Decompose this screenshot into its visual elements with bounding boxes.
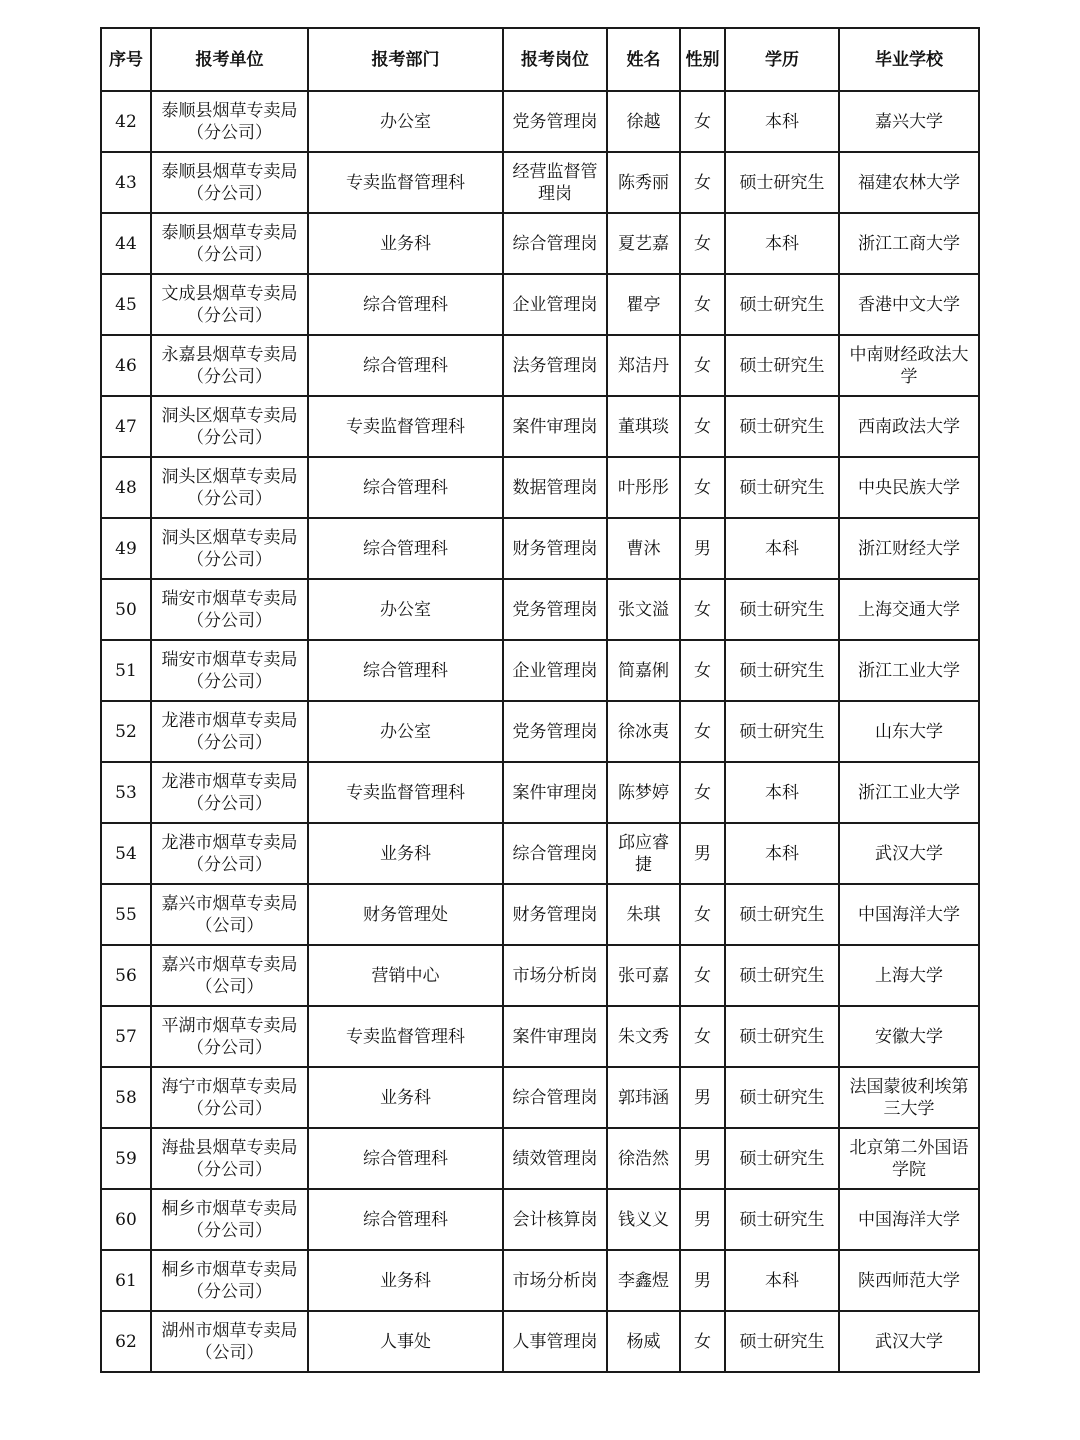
- cell-name: 钱义义: [607, 1189, 680, 1250]
- cell-position: 绩效管理岗: [503, 1128, 607, 1189]
- cell-gender: 女: [680, 91, 725, 152]
- cell-education: 硕士研究生: [725, 884, 839, 945]
- unit-name: 泰顺县烟草专卖局: [161, 100, 298, 121]
- cell-education: 本科: [725, 762, 839, 823]
- cell-gender: 男: [680, 1067, 725, 1128]
- cell-index: 45: [101, 274, 151, 335]
- unit-name: 湖州市烟草专卖局: [161, 1320, 298, 1341]
- table-row: [101, 762, 979, 823]
- cell-department: 综合管理科: [308, 518, 503, 579]
- cell-gender: 男: [680, 1128, 725, 1189]
- cell-education: 硕士研究生: [725, 1189, 839, 1250]
- cell-name: 邱应睿捷: [607, 823, 680, 884]
- cell-school: 福建农林大学: [839, 152, 979, 213]
- cell-index: 49: [101, 518, 151, 579]
- unit-branch: （公司）: [195, 976, 264, 997]
- unit-branch: （分公司）: [187, 488, 272, 509]
- table-row: [101, 457, 979, 518]
- cell-name: 张文溢: [607, 579, 680, 640]
- cell-department: 业务科: [308, 823, 503, 884]
- unit-name: 泰顺县烟草专卖局: [161, 161, 298, 182]
- unit-name: 嘉兴市烟草专卖局: [161, 954, 298, 975]
- unit-branch: （分公司）: [187, 671, 272, 692]
- cell-school: 嘉兴大学: [839, 91, 979, 152]
- cell-school: 武汉大学: [839, 823, 979, 884]
- header-department: 报考部门: [308, 28, 503, 91]
- cell-department: 办公室: [308, 579, 503, 640]
- cell-index: 60: [101, 1189, 151, 1250]
- cell-position: 财务管理岗: [503, 518, 607, 579]
- cell-unit: [151, 579, 308, 640]
- cell-position: 法务管理岗: [503, 335, 607, 396]
- cell-position: 案件审理岗: [503, 396, 607, 457]
- cell-position: 党务管理岗: [503, 701, 607, 762]
- cell-index: 59: [101, 1128, 151, 1189]
- cell-gender: 男: [680, 1250, 725, 1311]
- cell-unit: [151, 91, 308, 152]
- cell-gender: 女: [680, 579, 725, 640]
- cell-department: 业务科: [308, 1250, 503, 1311]
- cell-school: 武汉大学: [839, 1311, 979, 1372]
- cell-education: 硕士研究生: [725, 945, 839, 1006]
- cell-education: 本科: [725, 1250, 839, 1311]
- cell-department: 业务科: [308, 213, 503, 274]
- unit-branch: （分公司）: [187, 244, 272, 265]
- unit-name: 洞头区烟草专卖局: [161, 405, 298, 426]
- unit-name: 龙港市烟草专卖局: [161, 771, 298, 792]
- unit-branch: （分公司）: [187, 366, 272, 387]
- header-name: 姓名: [607, 28, 680, 91]
- cell-index: 47: [101, 396, 151, 457]
- header-position: 报考岗位: [503, 28, 607, 91]
- cell-position: 综合管理岗: [503, 213, 607, 274]
- cell-unit: [151, 945, 308, 1006]
- cell-education: 硕士研究生: [725, 701, 839, 762]
- cell-position: 案件审理岗: [503, 1006, 607, 1067]
- cell-index: 57: [101, 1006, 151, 1067]
- unit-name: 海盐县烟草专卖局: [161, 1137, 298, 1158]
- cell-school: 山东大学: [839, 701, 979, 762]
- table-body: [101, 91, 979, 1372]
- unit-name: 平湖市烟草专卖局: [161, 1015, 298, 1036]
- unit-name: 洞头区烟草专卖局: [161, 466, 298, 487]
- cell-unit: [151, 1189, 308, 1250]
- table-row: [101, 335, 979, 396]
- cell-department: 综合管理科: [308, 1128, 503, 1189]
- table-row: [101, 884, 979, 945]
- table-row: [101, 1128, 979, 1189]
- cell-gender: 女: [680, 1006, 725, 1067]
- cell-position: 数据管理岗: [503, 457, 607, 518]
- cell-department: 营销中心: [308, 945, 503, 1006]
- unit-name: 桐乡市烟草专卖局: [161, 1259, 298, 1280]
- cell-department: 财务管理处: [308, 884, 503, 945]
- unit-branch: （分公司）: [187, 610, 272, 631]
- cell-name: 瞿亭: [607, 274, 680, 335]
- cell-education: 硕士研究生: [725, 457, 839, 518]
- cell-school: 安徽大学: [839, 1006, 979, 1067]
- cell-index: 46: [101, 335, 151, 396]
- cell-index: 62: [101, 1311, 151, 1372]
- cell-gender: 女: [680, 396, 725, 457]
- cell-position: 市场分析岗: [503, 1250, 607, 1311]
- cell-name: 陈秀丽: [607, 152, 680, 213]
- table-row: [101, 1311, 979, 1372]
- unit-name: 桐乡市烟草专卖局: [161, 1198, 298, 1219]
- unit-name: 嘉兴市烟草专卖局: [161, 893, 298, 914]
- cell-unit: [151, 762, 308, 823]
- cell-education: 硕士研究生: [725, 152, 839, 213]
- cell-unit: [151, 1006, 308, 1067]
- cell-school: 上海交通大学: [839, 579, 979, 640]
- cell-position: 会计核算岗: [503, 1189, 607, 1250]
- cell-school: 法国蒙彼利埃第三大学: [839, 1067, 979, 1128]
- cell-index: 54: [101, 823, 151, 884]
- cell-name: 徐浩然: [607, 1128, 680, 1189]
- cell-position: 财务管理岗: [503, 884, 607, 945]
- cell-index: 52: [101, 701, 151, 762]
- cell-education: 硕士研究生: [725, 396, 839, 457]
- cell-education: 硕士研究生: [725, 1006, 839, 1067]
- cell-school: 浙江工业大学: [839, 640, 979, 701]
- cell-position: 经营监督管理岗: [503, 152, 607, 213]
- cell-department: 综合管理科: [308, 335, 503, 396]
- cell-education: 硕士研究生: [725, 1311, 839, 1372]
- cell-name: 杨威: [607, 1311, 680, 1372]
- table-row: [101, 518, 979, 579]
- unit-branch: （分公司）: [187, 854, 272, 875]
- cell-position: 人事管理岗: [503, 1311, 607, 1372]
- unit-name: 文成县烟草专卖局: [161, 283, 298, 304]
- cell-position: 企业管理岗: [503, 274, 607, 335]
- cell-education: 本科: [725, 91, 839, 152]
- cell-department: 综合管理科: [308, 640, 503, 701]
- cell-name: 李鑫煜: [607, 1250, 680, 1311]
- table-row: [101, 1067, 979, 1128]
- cell-unit: [151, 396, 308, 457]
- table-row: [101, 579, 979, 640]
- cell-name: 徐越: [607, 91, 680, 152]
- table-row: [101, 91, 979, 152]
- cell-unit: [151, 823, 308, 884]
- cell-name: 简嘉俐: [607, 640, 680, 701]
- cell-unit: [151, 152, 308, 213]
- cell-gender: 女: [680, 945, 725, 1006]
- cell-education: 硕士研究生: [725, 1128, 839, 1189]
- unit-name: 龙港市烟草专卖局: [161, 832, 298, 853]
- cell-index: 53: [101, 762, 151, 823]
- cell-school: 中央民族大学: [839, 457, 979, 518]
- cell-school: 香港中文大学: [839, 274, 979, 335]
- cell-index: 51: [101, 640, 151, 701]
- unit-name: 瑞安市烟草专卖局: [161, 649, 298, 670]
- cell-gender: 女: [680, 213, 725, 274]
- cell-unit: [151, 1311, 308, 1372]
- cell-index: 50: [101, 579, 151, 640]
- cell-school: 中南财经政法大学: [839, 335, 979, 396]
- cell-education: 硕士研究生: [725, 579, 839, 640]
- cell-department: 专卖监督管理科: [308, 762, 503, 823]
- unit-name: 海宁市烟草专卖局: [161, 1076, 298, 1097]
- cell-school: 浙江工业大学: [839, 762, 979, 823]
- header-gender: 性别: [680, 28, 725, 91]
- unit-branch: （分公司）: [187, 1098, 272, 1119]
- cell-education: 本科: [725, 518, 839, 579]
- unit-name: 洞头区烟草专卖局: [161, 527, 298, 548]
- cell-school: 浙江财经大学: [839, 518, 979, 579]
- unit-name: 泰顺县烟草专卖局: [161, 222, 298, 243]
- unit-name: 永嘉县烟草专卖局: [161, 344, 298, 365]
- table-row: [101, 945, 979, 1006]
- cell-gender: 女: [680, 152, 725, 213]
- cell-gender: 女: [680, 884, 725, 945]
- cell-name: 曹沐: [607, 518, 680, 579]
- cell-index: 43: [101, 152, 151, 213]
- cell-name: 董琪琰: [607, 396, 680, 457]
- unit-branch: （分公司）: [187, 305, 272, 326]
- table-row: [101, 274, 979, 335]
- cell-unit: [151, 1250, 308, 1311]
- cell-index: 42: [101, 91, 151, 152]
- cell-education: 硕士研究生: [725, 274, 839, 335]
- unit-branch: （分公司）: [187, 1037, 272, 1058]
- cell-department: 业务科: [308, 1067, 503, 1128]
- cell-index: 44: [101, 213, 151, 274]
- cell-position: 市场分析岗: [503, 945, 607, 1006]
- cell-department: 人事处: [308, 1311, 503, 1372]
- cell-school: 上海大学: [839, 945, 979, 1006]
- unit-branch: （分公司）: [187, 793, 272, 814]
- table-row: [101, 1250, 979, 1311]
- unit-branch: （分公司）: [187, 122, 272, 143]
- cell-name: 朱琪: [607, 884, 680, 945]
- cell-unit: [151, 213, 308, 274]
- unit-branch: （分公司）: [187, 732, 272, 753]
- cell-unit: [151, 1067, 308, 1128]
- cell-school: 北京第二外国语学院: [839, 1128, 979, 1189]
- cell-index: 56: [101, 945, 151, 1006]
- cell-gender: 男: [680, 518, 725, 579]
- cell-unit: [151, 640, 308, 701]
- table-row: [101, 396, 979, 457]
- cell-gender: 女: [680, 640, 725, 701]
- cell-education: 硕士研究生: [725, 1067, 839, 1128]
- cell-school: 浙江工商大学: [839, 213, 979, 274]
- cell-education: 硕士研究生: [725, 335, 839, 396]
- cell-name: 郭玮涵: [607, 1067, 680, 1128]
- cell-education: 硕士研究生: [725, 640, 839, 701]
- cell-gender: 男: [680, 823, 725, 884]
- cell-name: 陈梦婷: [607, 762, 680, 823]
- unit-name: 瑞安市烟草专卖局: [161, 588, 298, 609]
- cell-name: 叶彤彤: [607, 457, 680, 518]
- cell-index: 55: [101, 884, 151, 945]
- cell-gender: 女: [680, 274, 725, 335]
- recruitment-list-sheet: [100, 27, 978, 1373]
- cell-department: 专卖监督管理科: [308, 1006, 503, 1067]
- cell-education: 本科: [725, 213, 839, 274]
- cell-school: 中国海洋大学: [839, 884, 979, 945]
- cell-gender: 女: [680, 762, 725, 823]
- cell-department: 专卖监督管理科: [308, 396, 503, 457]
- unit-branch: （分公司）: [187, 1220, 272, 1241]
- cell-position: 党务管理岗: [503, 91, 607, 152]
- unit-branch: （分公司）: [187, 1159, 272, 1180]
- cell-unit: [151, 701, 308, 762]
- unit-branch: （分公司）: [187, 427, 272, 448]
- cell-department: 综合管理科: [308, 457, 503, 518]
- cell-department: 综合管理科: [308, 274, 503, 335]
- table-row: [101, 213, 979, 274]
- header-education: 学历: [725, 28, 839, 91]
- unit-branch: （分公司）: [187, 549, 272, 570]
- cell-position: 案件审理岗: [503, 762, 607, 823]
- cell-gender: 女: [680, 701, 725, 762]
- cell-index: 58: [101, 1067, 151, 1128]
- unit-branch: （公司）: [195, 1342, 264, 1363]
- cell-position: 党务管理岗: [503, 579, 607, 640]
- table-header-row: [101, 28, 979, 91]
- cell-unit: [151, 457, 308, 518]
- cell-position: 企业管理岗: [503, 640, 607, 701]
- cell-unit: [151, 1128, 308, 1189]
- cell-position: 综合管理岗: [503, 1067, 607, 1128]
- cell-position: 综合管理岗: [503, 823, 607, 884]
- cell-school: 陕西师范大学: [839, 1250, 979, 1311]
- cell-gender: 女: [680, 1311, 725, 1372]
- cell-gender: 女: [680, 457, 725, 518]
- table-row: [101, 1006, 979, 1067]
- unit-branch: （分公司）: [187, 1281, 272, 1302]
- cell-school: 西南政法大学: [839, 396, 979, 457]
- cell-department: 专卖监督管理科: [308, 152, 503, 213]
- table-row: [101, 823, 979, 884]
- cell-name: 朱文秀: [607, 1006, 680, 1067]
- cell-school: 中国海洋大学: [839, 1189, 979, 1250]
- cell-unit: [151, 274, 308, 335]
- cell-gender: 男: [680, 1189, 725, 1250]
- table-row: [101, 1189, 979, 1250]
- header-unit: 报考单位: [151, 28, 308, 91]
- cell-department: 综合管理科: [308, 1189, 503, 1250]
- cell-name: 张可嘉: [607, 945, 680, 1006]
- unit-name: 龙港市烟草专卖局: [161, 710, 298, 731]
- table-row: [101, 152, 979, 213]
- unit-branch: （分公司）: [187, 183, 272, 204]
- header-index: 序号: [101, 28, 151, 91]
- cell-unit: [151, 884, 308, 945]
- cell-index: 48: [101, 457, 151, 518]
- unit-branch: （公司）: [195, 915, 264, 936]
- header-school: 毕业学校: [839, 28, 979, 91]
- cell-index: 61: [101, 1250, 151, 1311]
- table-row: [101, 640, 979, 701]
- cell-name: 夏艺嘉: [607, 213, 680, 274]
- cell-unit: [151, 335, 308, 396]
- cell-department: 办公室: [308, 701, 503, 762]
- cell-unit: [151, 518, 308, 579]
- cell-name: 郑洁丹: [607, 335, 680, 396]
- candidate-table: [100, 27, 980, 1373]
- cell-department: 办公室: [308, 91, 503, 152]
- cell-name: 徐冰夷: [607, 701, 680, 762]
- cell-gender: 女: [680, 335, 725, 396]
- cell-education: 本科: [725, 823, 839, 884]
- table-row: [101, 701, 979, 762]
